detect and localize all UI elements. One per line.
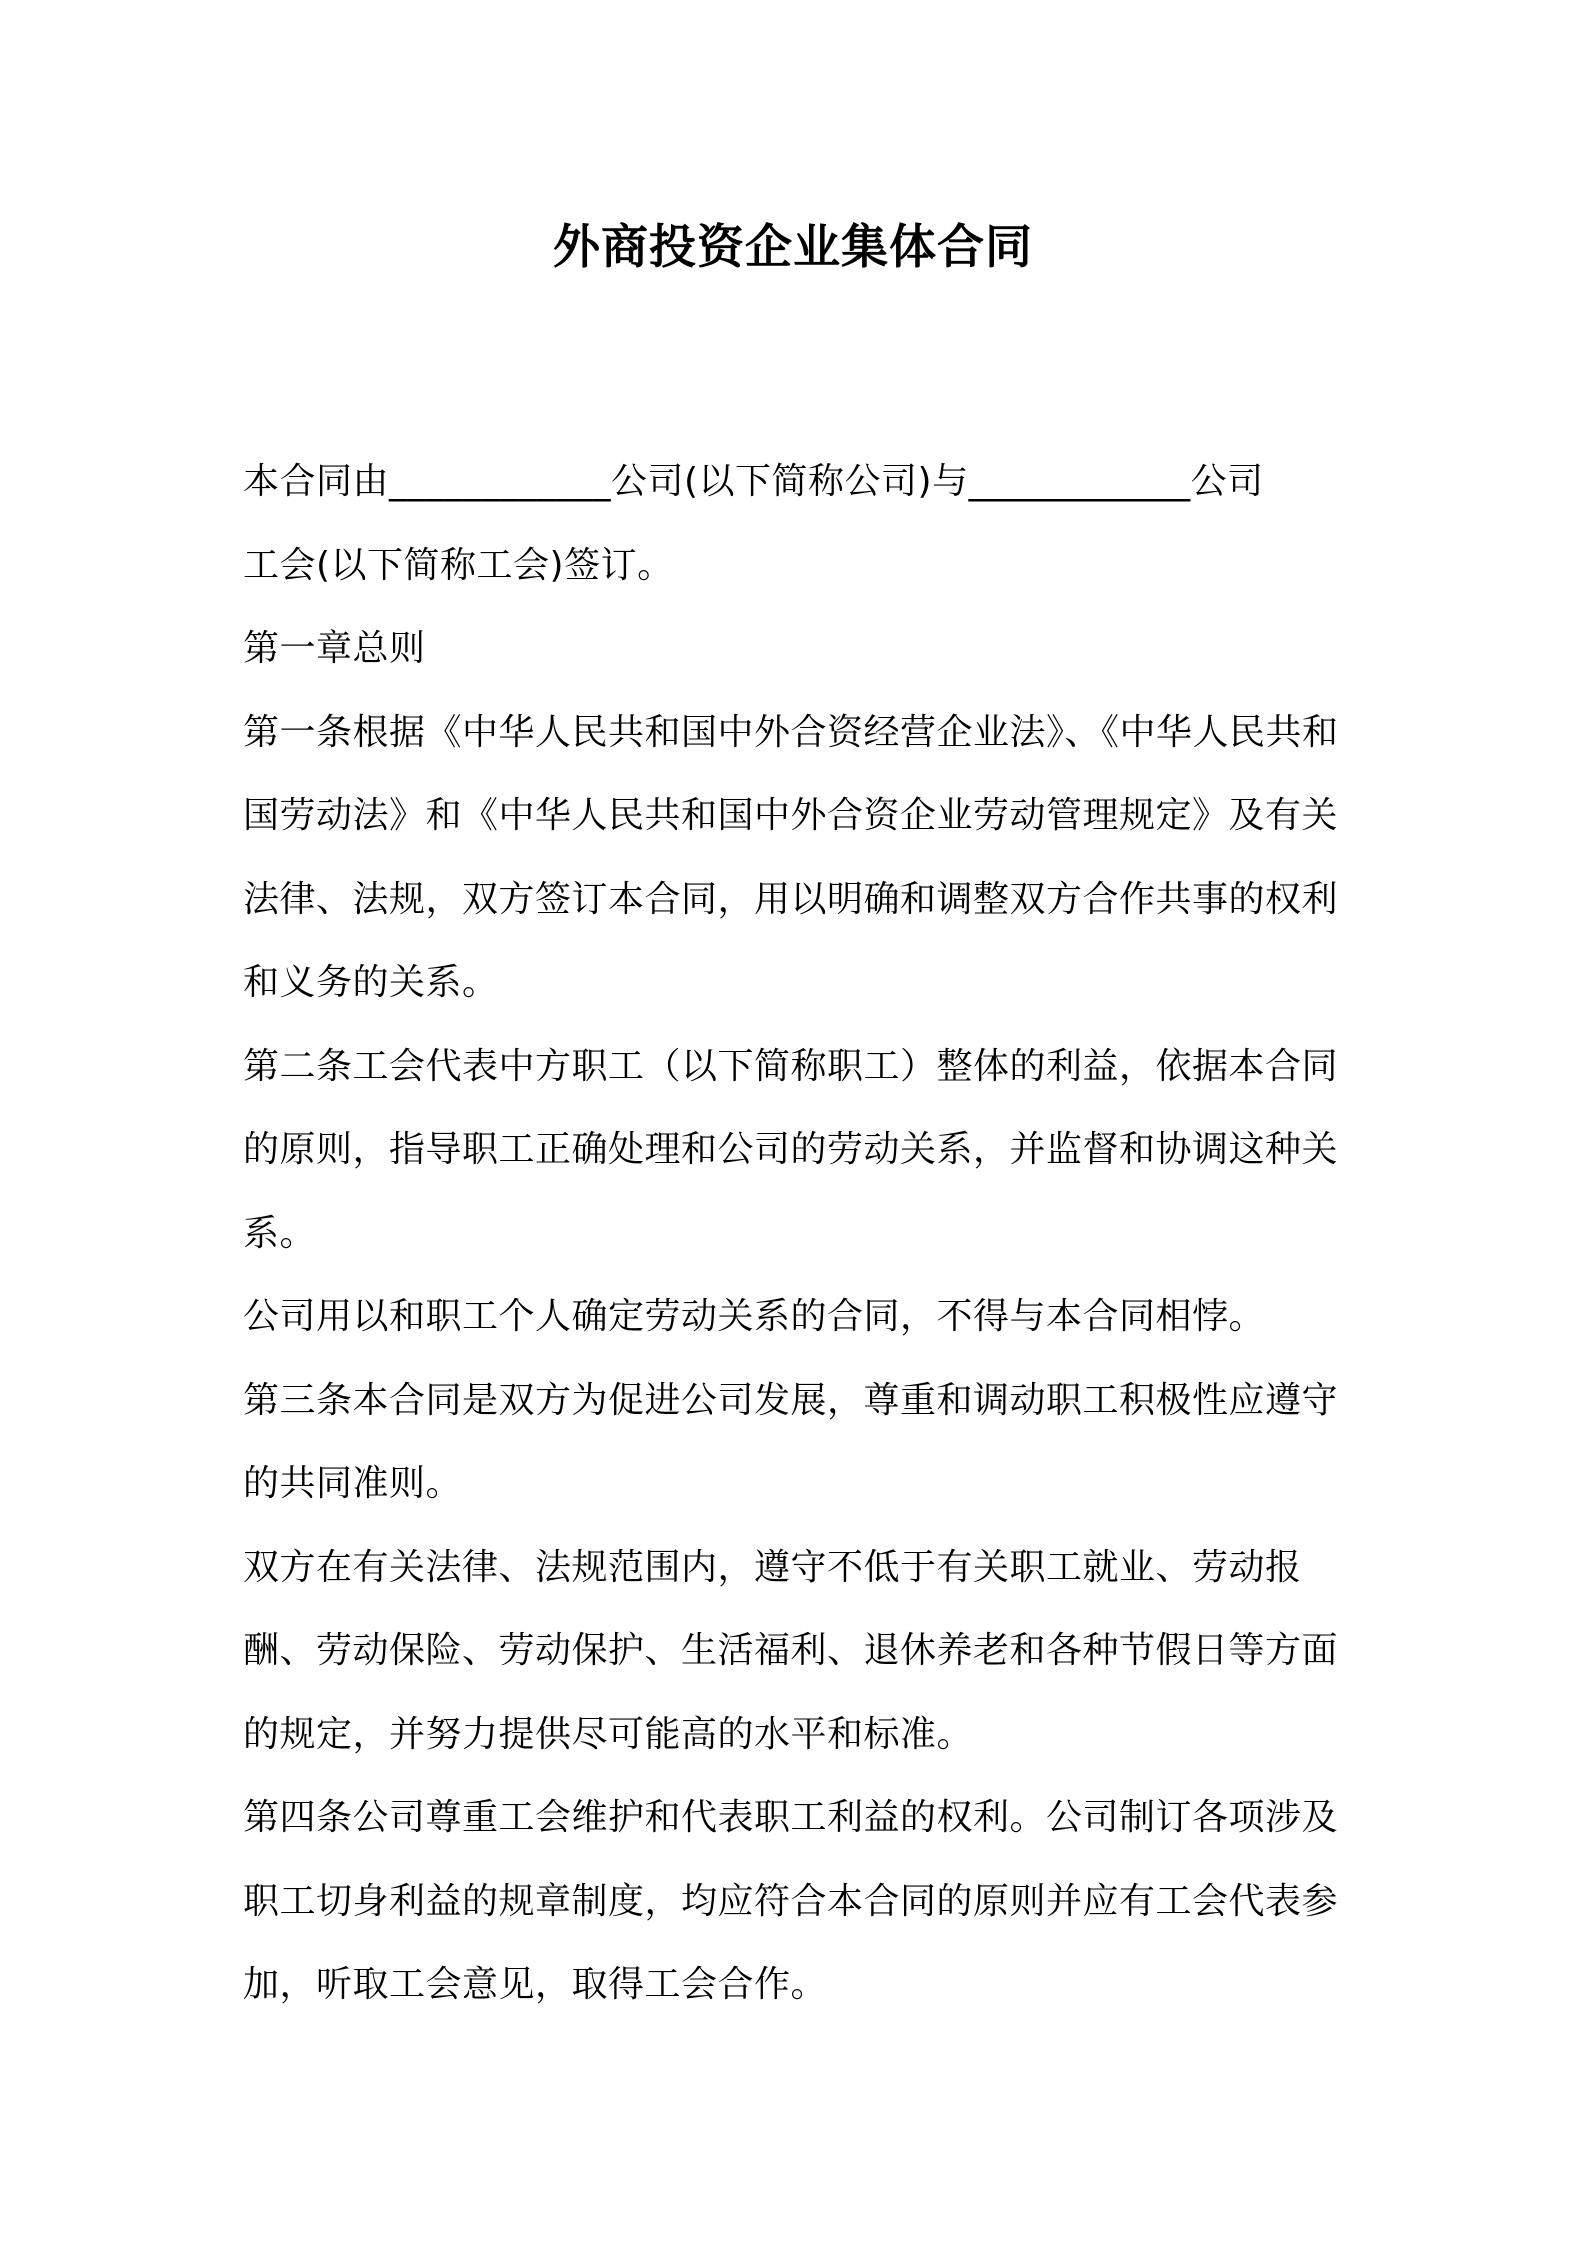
paragraph-parties-line-1: 本合同由____________公司(以下简称公司)与____________公司 xyxy=(243,461,1264,502)
article-2: 第二条工会代表中方职工（以下简称职工）整体的利益，依据本合同的原则，指导职工正确处理和公司的劳动关系，并监督和协调这种关系。 xyxy=(243,1045,1339,1254)
article-3: 第三条本合同是双方为促进公司发展，尊重和调动职工积极性应遵守的共同准则。 xyxy=(243,1379,1339,1504)
article-2-supplement: 公司用以和职工个人确定劳动关系的合同，不得与本合同相悖。 xyxy=(243,1296,1266,1337)
document-title: 外商投资企业集体合同 xyxy=(553,220,1033,275)
document-body xyxy=(243,440,1358,2027)
article-1: 第一条根据《中华人民共和国中外合资经营企业法》、《中华人民共和国劳动法》和《中华人民共和国中外合资企业劳动管理规定》及有关法律、法规，双方签订本合同，用以明确和调整双方合作共事的权利和义务的关系。 xyxy=(243,711,1339,1003)
article-4: 第四条公司尊重工会维护和代表职工利益的权利。公司制订各项涉及职工切身利益的规章制度，均应符合本合同的原则并应有工会代表参加，听取工会意见，取得工会合作。 xyxy=(243,1797,1339,2005)
chapter-heading: 第一章总则 xyxy=(243,628,426,669)
paragraph-parties-line-2: 工会(以下简称工会)签订。 xyxy=(243,544,674,586)
article-3-supplement: 双方在有关法律、法规范围内，遵守不低于有关职工就业、劳动报酬、劳动保险、劳动保护、生活福利、退休养老和各种节假日等方面的规定，并努力提供尽可能高的水平和标准。 xyxy=(243,1546,1339,1755)
